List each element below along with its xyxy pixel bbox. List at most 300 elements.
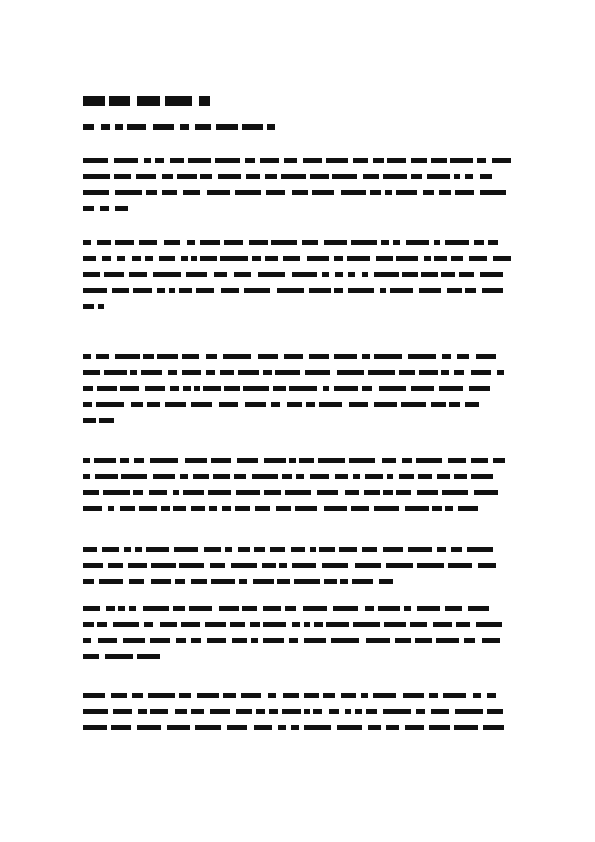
text-line xyxy=(83,354,513,359)
text-line xyxy=(83,725,513,730)
word-glyph xyxy=(404,606,411,611)
word-glyph xyxy=(219,402,238,407)
word-glyph xyxy=(266,190,285,195)
word-glyph xyxy=(105,654,133,659)
word-glyph xyxy=(83,693,105,698)
word-glyph xyxy=(487,709,503,714)
word-glyph xyxy=(322,272,329,277)
word-glyph xyxy=(179,693,191,698)
word-glyph xyxy=(465,402,479,407)
word-glyph xyxy=(468,606,489,611)
word-glyph xyxy=(393,240,400,245)
word-glyph xyxy=(131,402,143,407)
word-glyph xyxy=(149,490,167,495)
word-glyph xyxy=(448,458,466,463)
word-glyph xyxy=(97,386,117,391)
word-glyph xyxy=(83,418,96,423)
word-glyph xyxy=(416,458,442,463)
word-glyph xyxy=(206,370,215,375)
paragraph xyxy=(83,240,513,320)
word-glyph xyxy=(474,240,484,245)
word-glyph xyxy=(150,638,170,643)
word-glyph xyxy=(353,158,368,163)
word-glyph xyxy=(473,693,481,698)
word-glyph xyxy=(443,693,466,698)
word-glyph xyxy=(386,725,399,730)
word-glyph xyxy=(455,709,483,714)
word-glyph xyxy=(465,288,476,293)
word-glyph xyxy=(333,606,358,611)
word-glyph xyxy=(83,606,100,611)
word-glyph xyxy=(219,606,239,611)
word-glyph xyxy=(363,174,379,179)
word-glyph xyxy=(258,354,278,359)
word-glyph xyxy=(180,124,189,130)
word-glyph xyxy=(170,158,184,163)
word-glyph xyxy=(431,158,447,163)
word-glyph xyxy=(458,506,478,511)
word-glyph xyxy=(150,709,168,714)
word-glyph xyxy=(120,458,129,463)
word-glyph xyxy=(179,563,204,568)
text-line xyxy=(83,638,513,643)
word-glyph xyxy=(139,506,157,511)
word-glyph xyxy=(115,124,123,130)
word-glyph xyxy=(326,158,348,163)
word-glyph xyxy=(488,240,498,245)
word-glyph xyxy=(181,256,188,261)
word-glyph xyxy=(109,96,130,106)
word-glyph xyxy=(132,693,143,698)
word-glyph xyxy=(146,547,169,552)
word-glyph xyxy=(310,547,316,552)
word-glyph xyxy=(262,563,276,568)
word-glyph xyxy=(385,190,392,195)
word-glyph xyxy=(173,506,186,511)
word-glyph xyxy=(291,725,299,730)
word-glyph xyxy=(279,563,287,568)
word-glyph xyxy=(179,288,192,293)
word-glyph xyxy=(83,240,91,245)
word-glyph xyxy=(355,709,362,714)
word-glyph xyxy=(483,725,504,730)
word-glyph xyxy=(429,693,438,698)
word-glyph xyxy=(164,240,180,245)
word-glyph xyxy=(448,563,472,568)
word-glyph xyxy=(213,474,230,479)
text-line xyxy=(83,579,513,584)
word-glyph xyxy=(108,563,123,568)
word-glyph xyxy=(277,579,290,584)
word-glyph xyxy=(396,190,417,195)
word-glyph xyxy=(323,693,335,698)
word-glyph xyxy=(390,288,413,293)
word-glyph xyxy=(480,272,503,277)
word-glyph xyxy=(456,622,470,627)
word-glyph xyxy=(324,240,347,245)
word-glyph xyxy=(270,547,285,552)
word-glyph xyxy=(133,490,143,495)
word-glyph xyxy=(309,288,331,293)
word-glyph xyxy=(457,354,469,359)
word-glyph xyxy=(175,579,185,584)
text-line xyxy=(83,474,513,479)
text-line xyxy=(83,190,513,195)
word-glyph xyxy=(482,288,503,293)
paragraph xyxy=(83,606,513,670)
word-glyph xyxy=(231,563,257,568)
word-glyph xyxy=(480,174,492,179)
word-glyph xyxy=(83,190,109,195)
word-glyph xyxy=(471,474,493,479)
word-glyph xyxy=(396,256,418,261)
word-glyph xyxy=(465,174,473,179)
word-glyph xyxy=(319,402,342,407)
word-glyph xyxy=(285,490,311,495)
word-glyph xyxy=(183,490,204,495)
word-glyph xyxy=(117,256,125,261)
word-glyph xyxy=(177,174,197,179)
word-glyph xyxy=(339,547,357,552)
word-glyph xyxy=(324,506,347,511)
word-glyph xyxy=(253,579,274,584)
word-glyph xyxy=(265,174,277,179)
word-glyph xyxy=(282,709,301,714)
word-glyph xyxy=(459,272,474,277)
word-glyph xyxy=(287,402,302,407)
word-glyph xyxy=(373,158,384,163)
word-glyph xyxy=(250,622,260,627)
word-glyph xyxy=(195,725,221,730)
word-glyph xyxy=(183,190,200,195)
word-glyph xyxy=(135,547,142,552)
word-glyph xyxy=(208,490,231,495)
word-glyph xyxy=(442,490,468,495)
word-glyph xyxy=(251,638,258,643)
word-glyph xyxy=(111,725,131,730)
word-glyph xyxy=(445,240,469,245)
word-glyph xyxy=(417,606,440,611)
word-glyph xyxy=(454,725,478,730)
word-glyph xyxy=(220,256,248,261)
word-glyph xyxy=(180,474,188,479)
word-glyph xyxy=(204,547,221,552)
word-glyph xyxy=(129,606,136,611)
word-glyph xyxy=(364,490,380,495)
word-glyph xyxy=(345,709,351,714)
word-glyph xyxy=(454,174,460,179)
word-glyph xyxy=(447,288,462,293)
word-glyph xyxy=(170,386,179,391)
word-glyph xyxy=(278,725,286,730)
word-glyph xyxy=(249,240,268,245)
word-glyph xyxy=(183,386,191,391)
word-glyph xyxy=(245,402,266,407)
word-glyph xyxy=(207,190,230,195)
word-glyph xyxy=(402,272,418,277)
text-line xyxy=(83,386,513,391)
word-glyph xyxy=(334,256,343,261)
paragraph xyxy=(83,158,513,222)
word-glyph xyxy=(155,158,164,163)
word-glyph xyxy=(454,474,467,479)
word-glyph xyxy=(493,256,511,261)
word-glyph xyxy=(299,458,314,463)
word-glyph xyxy=(314,622,323,627)
word-glyph xyxy=(234,272,251,277)
word-glyph xyxy=(83,272,100,277)
word-glyph xyxy=(235,506,250,511)
word-glyph xyxy=(144,622,153,627)
word-glyph xyxy=(294,579,320,584)
word-glyph xyxy=(191,402,212,407)
word-glyph xyxy=(265,256,278,261)
word-glyph xyxy=(441,370,449,375)
word-glyph xyxy=(194,386,200,391)
word-glyph xyxy=(191,638,201,643)
word-glyph xyxy=(267,124,275,130)
word-glyph xyxy=(83,474,90,479)
word-glyph xyxy=(292,190,308,195)
word-glyph xyxy=(424,256,431,261)
word-glyph xyxy=(408,547,432,552)
word-glyph xyxy=(182,354,199,359)
word-glyph xyxy=(410,622,427,627)
word-glyph xyxy=(384,622,406,627)
word-glyph xyxy=(399,474,414,479)
word-glyph xyxy=(167,725,190,730)
word-glyph xyxy=(128,563,147,568)
word-glyph xyxy=(419,288,441,293)
word-glyph xyxy=(434,256,447,261)
word-glyph xyxy=(362,386,372,391)
word-glyph xyxy=(471,458,488,463)
word-glyph xyxy=(223,354,251,359)
word-glyph xyxy=(374,402,397,407)
word-glyph xyxy=(211,579,235,584)
word-glyph xyxy=(326,622,349,627)
word-glyph xyxy=(334,354,357,359)
word-glyph xyxy=(83,725,107,730)
word-glyph xyxy=(148,693,175,698)
word-glyph xyxy=(232,638,247,643)
word-glyph xyxy=(114,158,138,163)
word-glyph xyxy=(83,256,96,261)
word-glyph xyxy=(469,386,490,391)
word-glyph xyxy=(309,354,329,359)
word-glyph xyxy=(445,606,462,611)
word-glyph xyxy=(429,725,450,730)
paragraph xyxy=(83,693,513,741)
word-glyph xyxy=(289,386,317,391)
word-glyph xyxy=(373,693,396,698)
word-glyph xyxy=(383,709,411,714)
word-glyph xyxy=(83,288,107,293)
word-glyph xyxy=(118,606,125,611)
paragraph xyxy=(83,458,513,522)
word-glyph xyxy=(322,563,348,568)
word-glyph xyxy=(497,370,504,375)
word-glyph xyxy=(153,124,174,130)
word-glyph xyxy=(137,654,160,659)
word-glyph xyxy=(284,158,297,163)
word-glyph xyxy=(366,709,377,714)
word-glyph xyxy=(405,725,424,730)
word-glyph xyxy=(224,240,243,245)
word-glyph xyxy=(238,370,259,375)
word-glyph xyxy=(431,709,449,714)
word-glyph xyxy=(168,370,177,375)
word-glyph xyxy=(203,386,221,391)
word-glyph xyxy=(365,606,374,611)
word-glyph xyxy=(195,124,211,130)
word-glyph xyxy=(348,272,355,277)
word-glyph xyxy=(396,490,411,495)
word-glyph xyxy=(362,547,377,552)
word-glyph xyxy=(83,563,103,568)
text-line xyxy=(83,304,513,309)
word-glyph xyxy=(304,622,310,627)
word-glyph xyxy=(83,579,94,584)
word-glyph xyxy=(83,638,91,643)
word-glyph xyxy=(221,288,239,293)
word-glyph xyxy=(403,693,424,698)
word-glyph xyxy=(355,563,381,568)
word-glyph xyxy=(271,402,280,407)
word-glyph xyxy=(323,386,329,391)
word-glyph xyxy=(474,490,498,495)
text-line xyxy=(83,272,513,277)
word-glyph xyxy=(421,272,438,277)
word-glyph xyxy=(96,402,124,407)
text-line xyxy=(83,402,513,407)
word-glyph xyxy=(245,158,255,163)
word-glyph xyxy=(380,288,386,293)
word-glyph xyxy=(143,606,169,611)
word-glyph xyxy=(211,458,231,463)
word-glyph xyxy=(200,240,220,245)
word-glyph xyxy=(181,622,200,627)
word-glyph xyxy=(351,240,377,245)
word-glyph xyxy=(123,638,145,643)
word-glyph xyxy=(209,506,217,511)
word-glyph xyxy=(383,490,393,495)
word-glyph xyxy=(277,288,304,293)
word-glyph xyxy=(449,402,460,407)
word-glyph xyxy=(310,174,329,179)
word-glyph xyxy=(83,458,90,463)
word-glyph xyxy=(188,158,211,163)
word-glyph xyxy=(146,190,157,195)
word-glyph xyxy=(120,386,139,391)
word-glyph xyxy=(197,693,219,698)
word-glyph xyxy=(254,547,265,552)
word-glyph xyxy=(176,638,186,643)
word-glyph xyxy=(353,474,360,479)
word-glyph xyxy=(165,96,192,106)
word-glyph xyxy=(401,402,426,407)
word-glyph xyxy=(263,622,286,627)
word-glyph xyxy=(477,158,486,163)
word-glyph xyxy=(83,402,92,407)
word-glyph xyxy=(419,370,438,375)
word-glyph xyxy=(434,240,440,245)
word-glyph xyxy=(271,240,297,245)
word-glyph xyxy=(97,622,107,627)
word-glyph xyxy=(450,158,473,163)
word-glyph xyxy=(332,174,357,179)
word-glyph xyxy=(289,638,298,643)
word-glyph xyxy=(345,490,359,495)
word-glyph xyxy=(263,638,284,643)
word-glyph xyxy=(151,579,171,584)
word-glyph xyxy=(269,709,278,714)
word-glyph xyxy=(408,354,436,359)
text-line xyxy=(83,490,513,495)
word-glyph xyxy=(378,606,400,611)
word-glyph xyxy=(165,402,186,407)
word-glyph xyxy=(83,654,99,659)
text-line xyxy=(83,256,513,261)
word-glyph xyxy=(189,606,212,611)
word-glyph xyxy=(302,240,318,245)
word-glyph xyxy=(150,458,178,463)
word-glyph xyxy=(492,158,511,163)
word-glyph xyxy=(235,190,261,195)
word-glyph xyxy=(97,240,111,245)
word-glyph xyxy=(319,547,335,552)
word-glyph xyxy=(341,693,356,698)
word-glyph xyxy=(292,622,300,627)
word-glyph xyxy=(312,190,334,195)
text-line xyxy=(83,370,513,375)
word-glyph xyxy=(254,725,272,730)
word-glyph xyxy=(108,506,114,511)
word-glyph xyxy=(275,370,300,375)
word-glyph xyxy=(405,506,429,511)
word-glyph xyxy=(383,547,403,552)
word-glyph xyxy=(200,256,217,261)
word-glyph xyxy=(289,458,296,463)
word-glyph xyxy=(191,709,204,714)
word-glyph xyxy=(214,272,227,277)
word-glyph xyxy=(115,240,134,245)
word-glyph xyxy=(417,490,438,495)
word-glyph xyxy=(366,638,390,643)
word-glyph xyxy=(157,354,178,359)
word-glyph xyxy=(115,354,140,359)
word-glyph xyxy=(83,386,93,391)
text-line xyxy=(83,158,513,163)
word-glyph xyxy=(455,190,474,195)
word-glyph xyxy=(223,693,236,698)
word-glyph xyxy=(191,256,197,261)
word-glyph xyxy=(112,288,129,293)
word-glyph xyxy=(292,563,316,568)
word-glyph xyxy=(100,206,109,211)
word-glyph xyxy=(127,124,146,130)
word-glyph xyxy=(174,547,198,552)
word-glyph xyxy=(83,174,110,179)
word-glyph xyxy=(143,354,154,359)
word-glyph xyxy=(173,606,185,611)
word-glyph xyxy=(387,158,406,163)
word-glyph xyxy=(98,304,104,309)
word-glyph xyxy=(260,158,279,163)
word-glyph xyxy=(220,370,234,375)
word-glyph xyxy=(234,474,246,479)
word-glyph xyxy=(200,174,212,179)
